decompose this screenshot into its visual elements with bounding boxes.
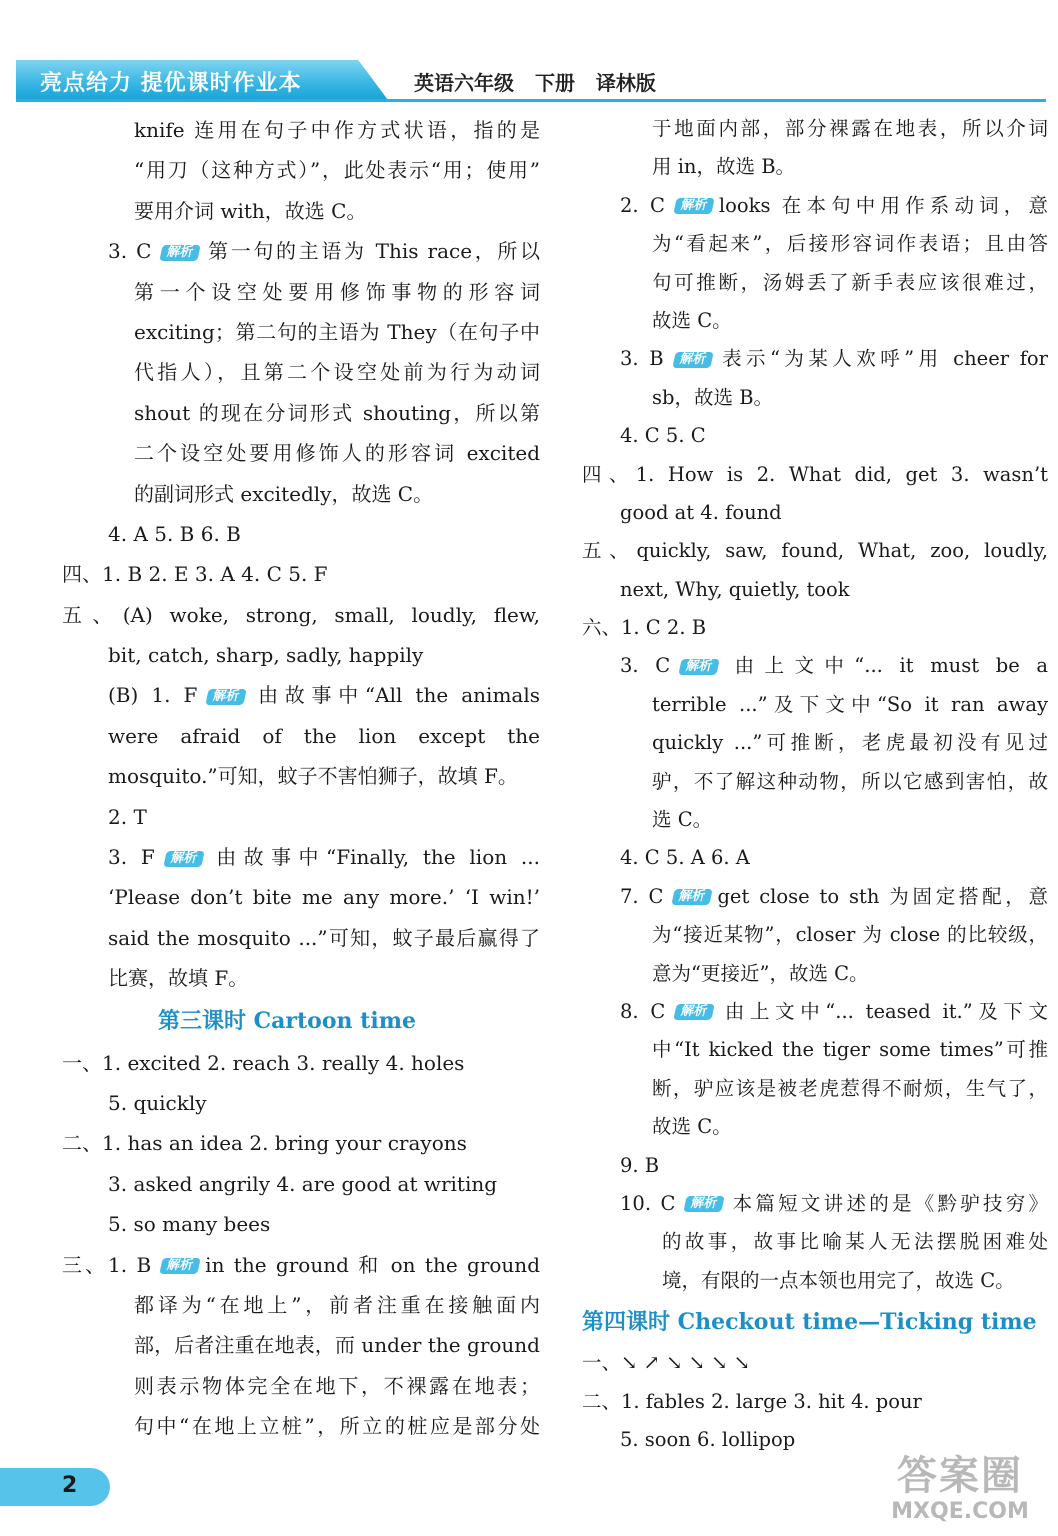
- answer-text: 的故事，故事比喻某人无法摆脱困难处: [662, 1230, 1048, 1254]
- watermark-logo: [872, 1452, 1048, 1530]
- answer-line: [582, 878, 1048, 916]
- answer-text: 四、1. B 2. E 3. A 4. C 5. F: [62, 562, 328, 587]
- answer-line: [62, 1083, 540, 1123]
- answer-line: [62, 474, 540, 514]
- answer-text: 四、1. How is 2. What did, get 3. wasn’t: [582, 462, 1048, 486]
- answer-text: 为“接近某物”，closer 为 close 的比较级，: [652, 923, 1048, 947]
- answer-line: [62, 110, 540, 150]
- lesson-heading: 第三课时 Cartoon time: [158, 1007, 416, 1034]
- answer-line: [62, 1366, 540, 1406]
- answer-text: 中“It kicked the tiger some times”可推: [652, 1038, 1048, 1062]
- answer-text: 选 C。: [652, 808, 713, 832]
- answer-line: [62, 837, 540, 877]
- right-column: [582, 110, 1048, 1459]
- answer-text: 3. C: [108, 239, 152, 264]
- answer-text: 于地面内部，部分裸露在地表，所以介词: [652, 117, 1048, 140]
- answer-line: [582, 839, 1048, 877]
- answer-line: [582, 1031, 1048, 1069]
- answer-text: 二个设空处要用修饰人的形容词 excited: [134, 441, 540, 466]
- answer-text: 用 in，故选 B。: [652, 155, 796, 179]
- analysis-badge: 解析: [684, 1196, 725, 1212]
- watermark-url: MXQE.COM: [891, 1499, 1029, 1524]
- answer-text: 的副词形式 excitedly，故选 C。: [134, 481, 434, 506]
- answer-text: 代指人），且第二个设空处前为行为动词: [134, 360, 540, 385]
- analysis-badge: 解析: [672, 889, 713, 905]
- answer-text: sb，故选 B。: [652, 385, 774, 409]
- answer-line: [62, 1123, 540, 1163]
- answer-line: [62, 312, 540, 352]
- answer-line: [62, 231, 540, 271]
- answer-text: 六、1. C 2. B: [582, 616, 707, 640]
- left-column: [62, 110, 540, 1447]
- answer-line: [62, 756, 540, 796]
- answer-line: [582, 1185, 1048, 1223]
- answer-line: [582, 1108, 1048, 1146]
- answer-text: 故选 C。: [652, 308, 732, 332]
- answer-line: [62, 352, 540, 392]
- answer-text: shout 的现在分词形式 shouting，所以第: [134, 400, 540, 425]
- answer-line: [62, 1043, 540, 1083]
- answer-text: 句中“在地上立桩”，所立的桩应是部分处: [134, 1414, 540, 1439]
- analysis-text: 由故事中“Finally, the lion ...: [208, 845, 540, 870]
- answer-text: quickly ...”可推断，老虎最初没有见过: [652, 731, 1048, 755]
- answer-line: [582, 801, 1048, 839]
- answer-text: 8. C: [620, 999, 666, 1023]
- answer-text: 句可推断，汤姆丢了新手表应该很难过，: [652, 270, 1048, 294]
- answer-text: 5. so many bees: [108, 1212, 271, 1237]
- answer-line: [582, 494, 1048, 532]
- analysis-badge: 解析: [206, 689, 247, 705]
- answer-text: 3. B: [620, 347, 664, 371]
- answer-text: next, Why, quietly, took: [620, 577, 850, 601]
- answer-line: [582, 609, 1048, 647]
- answer-text: 3. F: [108, 845, 155, 870]
- answer-text: 第一个设空处要用修饰事物的形容词: [134, 279, 540, 304]
- answer-text: 一、1. excited 2. reach 3. really 4. holes: [62, 1050, 465, 1075]
- answer-text: terrible ...”及下文中“So it ran away: [652, 692, 1048, 716]
- answer-line: [62, 797, 540, 837]
- answer-text: exciting；第二句的主语为 They（在句子中: [134, 319, 540, 344]
- answer-line: [582, 1344, 1048, 1382]
- answer-text: ‘Please don’t bite me any more.’ ‘I win!’: [108, 885, 540, 910]
- answer-text: 2. C: [620, 193, 665, 217]
- analysis-badge: 解析: [160, 245, 201, 261]
- answer-text: 五、(A) woke, strong, small, loudly, flew,: [62, 602, 540, 627]
- answer-line: [582, 993, 1048, 1031]
- answer-line: [582, 340, 1048, 378]
- answer-text: 2. T: [108, 804, 147, 829]
- answer-line: [582, 571, 1048, 609]
- answer-line: [62, 716, 540, 756]
- answer-line: [62, 1325, 540, 1365]
- analysis-text: 由故事中“All the animals: [251, 683, 540, 708]
- answer-line: [62, 1245, 540, 1285]
- answer-text: 部，后者注重在地表，而 under the ground: [134, 1333, 540, 1358]
- answer-text: 驴，不了解这种动物，所以它感到害怕，故: [652, 769, 1048, 793]
- analysis-text: in the ground 和 on the ground: [205, 1252, 540, 1277]
- answer-text: 4. C 5. A 6. A: [620, 846, 750, 870]
- answer-line: [582, 686, 1048, 724]
- answer-line: [62, 595, 540, 635]
- answer-text: 境，有限的一点本领也用完了，故选 C。: [662, 1268, 1015, 1292]
- analysis-badge: 解析: [163, 851, 204, 867]
- analysis-text: get close to sth 为固定搭配，意: [717, 884, 1048, 908]
- answer-line: [62, 675, 540, 715]
- analysis-text: 本篇短文讲述的是《黔驴技穷》: [729, 1191, 1048, 1215]
- answer-text: 为“看起来”，后接形容词作表语；且由答: [652, 232, 1048, 256]
- answer-text: 五、quickly, saw, found, What, zoo, loudly,: [582, 539, 1048, 563]
- series-title: 亮点给力 提优课时作业本: [40, 71, 302, 96]
- answer-line: [62, 1164, 540, 1204]
- analysis-text: 第一句的主语为 This race，所以: [205, 239, 540, 264]
- answer-text: good at 4. found: [620, 500, 782, 524]
- page-header: [0, 60, 1058, 102]
- answer-line: [62, 635, 540, 675]
- answer-text: 则表示物体完全在地下，不裸露在地表；: [134, 1373, 540, 1398]
- answer-line: [582, 417, 1048, 455]
- answer-text: 3. asked angrily 4. are good at writing: [108, 1171, 498, 1196]
- answer-text: 4. C 5. C: [620, 424, 706, 448]
- answer-line: [582, 379, 1048, 417]
- answer-text: bit, catch, sharp, sadly, happily: [108, 643, 424, 668]
- answer-line: [582, 763, 1048, 801]
- answer-line: [582, 110, 1048, 148]
- answer-line: [62, 918, 540, 958]
- answer-text: 断，驴应该是被老虎惹得不耐烦，生气了，: [652, 1076, 1048, 1100]
- answer-text: 5. quickly: [108, 1090, 207, 1115]
- analysis-text: looks 在本句中用作系动词，意: [718, 193, 1048, 217]
- answer-line: [62, 958, 540, 998]
- page-number: 2: [62, 1473, 78, 1498]
- answer-line: [582, 225, 1048, 263]
- header-rule: [16, 99, 1046, 102]
- answer-text: 一、↘ ↗ ↘ ↘ ↘ ↘: [582, 1351, 751, 1375]
- answer-line: [62, 191, 540, 231]
- answer-line: [582, 302, 1048, 340]
- answer-line: [582, 187, 1048, 225]
- answer-line: [582, 532, 1048, 570]
- analysis-badge: 解析: [674, 1004, 715, 1020]
- answer-line: [582, 1262, 1048, 1300]
- answer-line: [582, 724, 1048, 762]
- analysis-text: 表示“为某人欢呼”用 cheer for: [717, 347, 1048, 371]
- answer-text: 故选 C。: [652, 1115, 732, 1139]
- analysis-text: 由上文中“... teased it.”及下文: [719, 999, 1048, 1023]
- answer-line: [62, 877, 540, 917]
- answer-text: 5. soon 6. lollipop: [620, 1427, 796, 1451]
- answer-line: [62, 393, 540, 433]
- answer-line: [62, 554, 540, 594]
- answer-line: [582, 1147, 1048, 1185]
- analysis-text: 由上文中“... it must be a: [724, 654, 1048, 678]
- answer-line: [62, 514, 540, 554]
- answer-line: [582, 1383, 1048, 1421]
- answer-line: [582, 1070, 1048, 1108]
- answer-text: 二、1. has an idea 2. bring your crayons: [62, 1131, 467, 1156]
- analysis-badge: 解析: [672, 352, 713, 368]
- answer-text: were afraid of the lion except the: [108, 723, 540, 748]
- analysis-badge: 解析: [673, 198, 714, 214]
- answer-text: 二、1. fables 2. large 3. hit 4. pour: [582, 1389, 922, 1413]
- answer-line: [62, 150, 540, 190]
- answer-text: knife 连用在句子中作方式状语，指的是: [134, 118, 540, 142]
- answer-text: said the mosquito ...”可知，蚊子最后赢得了: [108, 925, 540, 950]
- answer-text: mosquito.”可知，蚊子不害怕狮子，故填 F。: [108, 764, 518, 789]
- book-title: 英语六年级 下册 译林版: [414, 71, 656, 95]
- answer-text: (B) 1. F: [108, 683, 198, 708]
- answer-line: [62, 1204, 540, 1244]
- answer-line: [62, 1406, 540, 1446]
- answer-line: [582, 264, 1048, 302]
- answer-text: 三、1. B: [62, 1252, 152, 1277]
- answer-text: “用刀（这种方式）”，此处表示“用；使用”: [134, 158, 540, 183]
- answer-line: [582, 647, 1048, 685]
- answer-text: 3. C: [620, 654, 671, 678]
- answer-text: 10. C: [620, 1191, 676, 1215]
- answer-line: [582, 1223, 1048, 1261]
- answer-text: 4. A 5. B 6. B: [108, 521, 241, 546]
- answer-text: 都译为“在地上”，前者注重在接触面内: [134, 1292, 540, 1317]
- answer-line: [582, 916, 1048, 954]
- page-number-tab: [0, 1468, 110, 1506]
- answer-line: [582, 148, 1048, 186]
- answer-text: 7. C: [620, 884, 664, 908]
- answer-text: 9. B: [620, 1153, 660, 1177]
- answer-line: [582, 955, 1048, 993]
- analysis-badge: 解析: [678, 659, 719, 675]
- answer-line: [62, 1285, 540, 1325]
- answer-text: 比赛，故填 F。: [108, 966, 249, 991]
- analysis-badge: 解析: [159, 1258, 200, 1274]
- answer-line: [62, 433, 540, 473]
- lesson-heading: 第四课时 Checkout time—Ticking time: [582, 1309, 1037, 1336]
- answer-text: 要用介词 with，故选 C。: [134, 198, 367, 223]
- answer-line: [62, 272, 540, 312]
- answer-text: 意为“更接近”，故选 C。: [652, 961, 869, 985]
- watermark-text: 答案圈: [897, 1453, 1023, 1499]
- answer-line: [582, 456, 1048, 494]
